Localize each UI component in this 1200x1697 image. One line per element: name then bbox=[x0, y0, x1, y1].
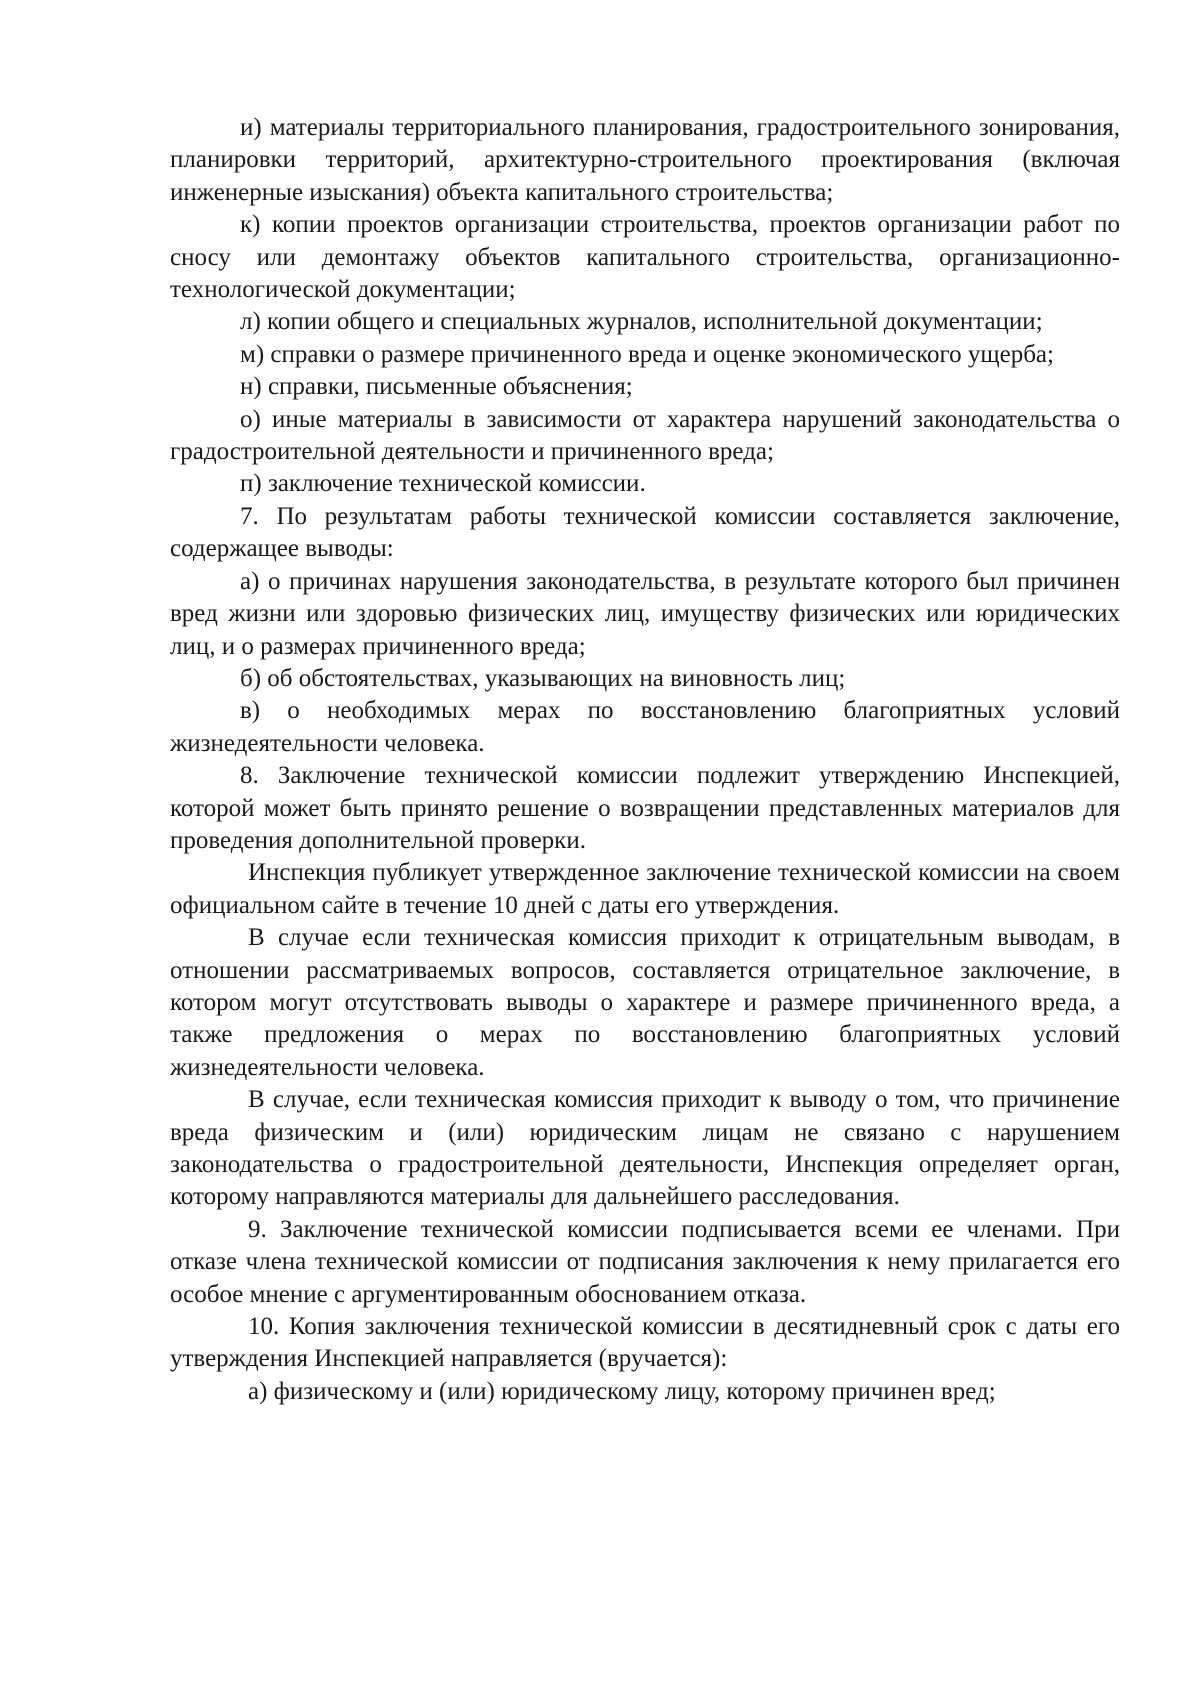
paragraph-item-i: и) материалы территориального планирования, градостроительного зонирования, планировки территорий, архитектурно-строительного проектирования (включая инженерные изыскания) объекта капитального строительства; bbox=[170, 114, 1120, 206]
paragraph-inspection-publishes: Инспекция публикует утвержденное заключение технической комиссии на своем официальном сайте в течение 10 дней с даты его утверждения. bbox=[170, 859, 1120, 919]
paragraph-item-b: б) об обстоятельствах, указывающих на виновность лиц; bbox=[240, 664, 846, 692]
paragraph-section-8: 8. Заключение технической комиссии подлежит утверждению Инспекцией, которой может быть принято решение о возвращении представленных материалов для проведения дополнительной проверки. bbox=[170, 762, 1120, 854]
paragraph-item-k: к) копии проектов организации строительства, проектов организации работ по сносу или демонтажу объектов капитального строительства, организационно-технологической документации; bbox=[170, 211, 1120, 304]
paragraph-not-related: В случае, если техническая комиссия приходит к выводу о том, что причинение вреда физическим и (или) юридическим лицам не связано с нарушением законодательства о градостроительной деятельности, Инспекция определяет орган, которому направляются материалы для дальнейшего расследования. bbox=[170, 1086, 1120, 1211]
paragraph-item-o: о) иные материалы в зависимости от характера нарушений законодательства о градостроительной деятельности и причиненного вреда; bbox=[170, 405, 1120, 466]
paragraph-section-10: 10. Копия заключения технической комиссии в десятидневный срок с даты его утверждения Инспекцией направляется (вручается): bbox=[170, 1313, 1120, 1373]
paragraph-item-m: м) справки о размере причиненного вреда и оценке экономического ущерба; bbox=[240, 340, 1054, 368]
document-page bbox=[170, 112, 1120, 1408]
paragraph-item-a: а) о причинах нарушения законодательства, в результате которого был причинен вред жизни или здоровью физических лиц, имуществу физических или юридических лиц, и о размерах причиненного вреда; bbox=[170, 567, 1120, 660]
paragraph-item-n: н) справки, письменные объяснения; bbox=[240, 373, 633, 401]
paragraph-item-a-recipient: а) физическому и (или) юридическому лицу, которому причинен вред; bbox=[248, 1377, 996, 1405]
paragraph-item-p: п) заключение технической комиссии. bbox=[240, 470, 646, 498]
paragraph-item-l: л) копии общего и специальных журналов, исполнительной документации; bbox=[240, 308, 1043, 336]
paragraph-section-7: 7. По результатам работы технической комиссии составляется заключение, содержащее выводы: bbox=[170, 502, 1120, 563]
paragraph-section-9: 9. Заключение технической комиссии подписывается всеми ее членами. При отказе члена технической комиссии от подписания заключения к нему прилагается его особое мнение с аргументированным обоснованием отказа. bbox=[170, 1215, 1120, 1308]
paragraph-item-v: в) о необходимых мерах по восстановлению благоприятных условий жизнедеятельности человека. bbox=[170, 697, 1120, 757]
paragraph-negative-conclusion: В случае если техническая комиссия приходит к отрицательным выводам, в отношении рассматриваемых вопросов, составляется отрицательное заключение, в котором могут отсутствовать выводы о характере и размере причиненного вреда, а также предложения о мерах по восстановлению благоприятных условий жизнедеятельности человека. bbox=[170, 924, 1120, 1081]
